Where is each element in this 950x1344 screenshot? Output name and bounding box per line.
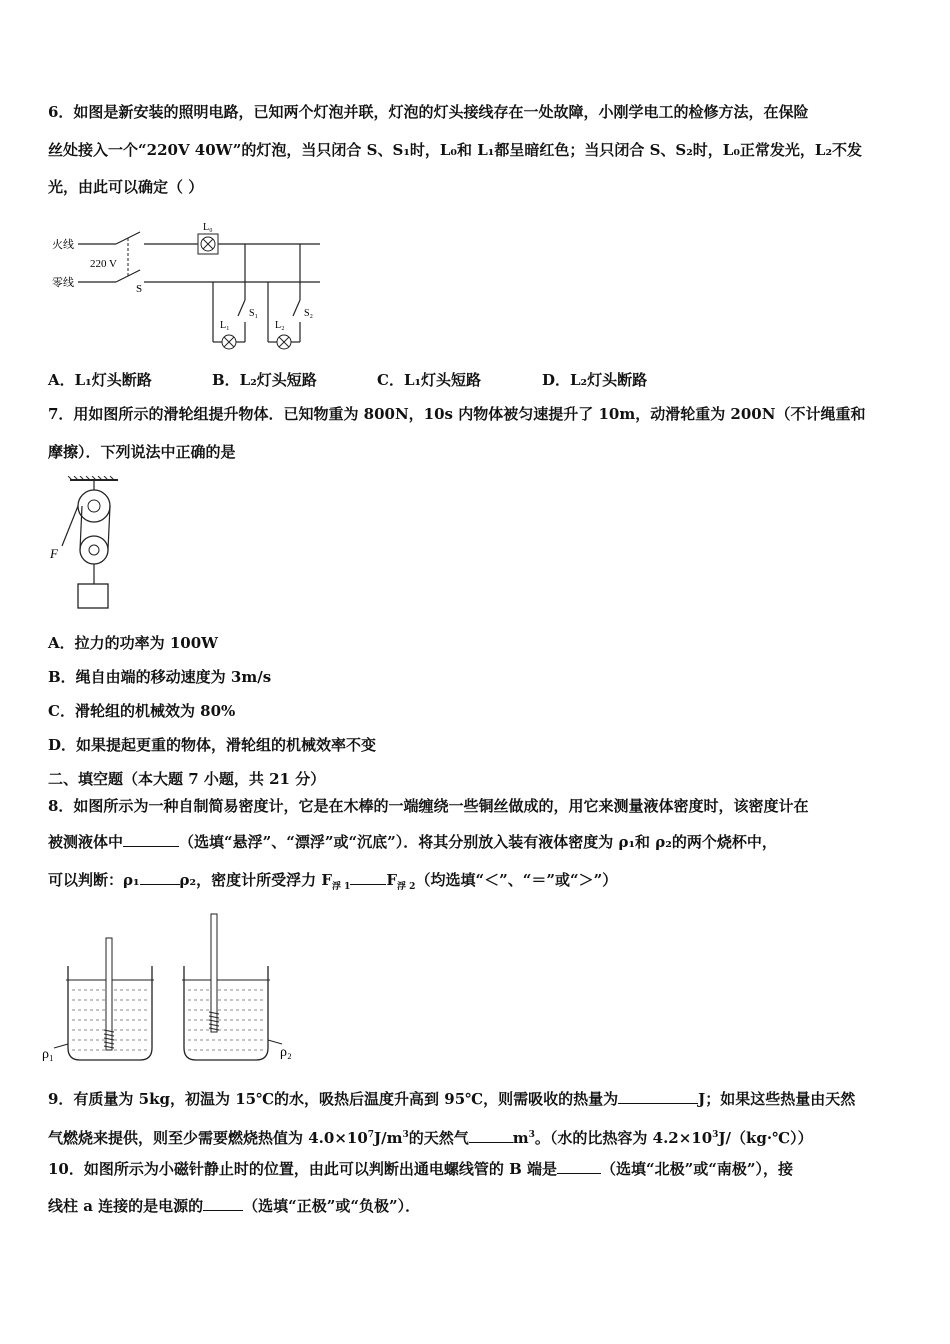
q8-blank-buoyancy[interactable] bbox=[350, 870, 386, 885]
q8-line3-force: ρ₂，密度计所受浮力 F bbox=[179, 871, 332, 889]
voltage-label: 220 V bbox=[90, 258, 117, 270]
q6-option-c[interactable]: C．L₁灯头短路 bbox=[377, 371, 482, 389]
q7-option-d[interactable]: D．如果提起更重的物体，滑轮组的机械效率不变 bbox=[48, 736, 377, 754]
q10-blank-terminal[interactable] bbox=[203, 1196, 243, 1211]
q8-float2-sub: 浮 2 bbox=[397, 882, 416, 892]
q6-option-d[interactable]: D．L₂灯头断路 bbox=[542, 371, 648, 389]
rho1-label: ρ₁ bbox=[42, 1047, 54, 1062]
q7-option-a[interactable]: A．拉力的功率为 100W bbox=[48, 634, 219, 652]
q10-line2-start: 线柱 a 连接的是电源的 bbox=[48, 1197, 204, 1215]
q6-option-a[interactable]: A．L₁灯头断路 bbox=[48, 371, 152, 389]
q10-blank-pole[interactable] bbox=[557, 1159, 601, 1174]
switch-s1-label: S₁ bbox=[249, 308, 259, 319]
q6-stem-line1: 6．如图是新安装的照明电路，已知两个灯泡并联，灯泡的灯头接线存在一处故障，小刚学电工的检修方法，在保险 bbox=[48, 103, 809, 121]
lamp-l1-label: L₁ bbox=[220, 320, 230, 331]
q6-stem-line3: 光，由此可以确定（ ） bbox=[48, 178, 204, 196]
q9-line2-d: m bbox=[512, 1129, 529, 1147]
q9-exp3: 3 bbox=[528, 1130, 535, 1140]
q8-float1-sub: 浮 1 bbox=[331, 882, 351, 892]
q8-stem-line1: 8．如图所示为一种自制简易密度计，它是在木棒的一端缠绕一些铜丝做成的，用它来测量液体密度时，该密度计在 bbox=[48, 797, 809, 815]
neutral-wire-label: 零线 bbox=[52, 277, 74, 289]
q10-stem-line1 bbox=[48, 1159, 793, 1179]
switch-s2-label: S₂ bbox=[304, 308, 314, 319]
q8-blank-state[interactable] bbox=[123, 832, 179, 847]
q7-option-c[interactable]: C．滑轮组的机械效为 80% bbox=[48, 702, 236, 720]
q9-line2-f: J/（kg·℃）） bbox=[718, 1129, 813, 1147]
q7-stem-line1: 7．用如图所示的滑轮组提升物体．已知物重为 800N，10s 内物体被匀速提升了 10m，动滑轮重为 200N（不计绳重和 bbox=[48, 405, 866, 423]
q10-line1-end: （选填“北极”或“南极”），接 bbox=[601, 1160, 794, 1178]
q7-option-b[interactable]: B．绳自由端的移动速度为 3m/s bbox=[48, 668, 272, 686]
q9-line1-end: J；如果这些热量由天然 bbox=[698, 1090, 856, 1108]
q8-line2-start: 被测液体中 bbox=[48, 833, 124, 851]
q10-stem-line2 bbox=[48, 1196, 420, 1216]
q9-exp4: 3 bbox=[712, 1130, 719, 1140]
q7-stem-line2: 摩擦）．下列说法中正确的是 bbox=[48, 443, 236, 461]
live-wire-label: 火线 bbox=[52, 239, 74, 251]
section-2-heading: 二、填空题（本大题 7 小题，共 21 分） bbox=[48, 770, 326, 788]
lamp-l2-label: L₂ bbox=[275, 320, 285, 331]
q8-beakers-figure bbox=[40, 908, 300, 1068]
q10-line1-start: 10．如图所示为小磁针静止时的位置，由此可以判断出通电螺线管的 B 端是 bbox=[48, 1160, 557, 1178]
q8-stem-line3 bbox=[48, 870, 617, 897]
q10-line2-end: （选填“正极”或“负极”）． bbox=[243, 1197, 421, 1215]
q9-exp1: 7 bbox=[367, 1130, 375, 1140]
q8-line3-f2: F bbox=[386, 871, 398, 889]
q9-line2-b: J/m bbox=[374, 1129, 403, 1147]
q7-pulley-figure bbox=[48, 476, 138, 616]
q6-option-b[interactable]: B．L₂灯头短路 bbox=[212, 371, 317, 389]
q9-line1-start: 9．有质量为 5kg，初温为 15℃的水，吸热后温度升高到 95℃，则需吸收的热量为 bbox=[48, 1090, 619, 1108]
q6-stem-line2: 丝处接入一个“220V 40W”的灯泡，当只闭合 S、S₁时，L₀和 L₁都呈暗红色；当只闭合 S、S₂时，L₀正常发光，L₂不发 bbox=[48, 141, 863, 159]
q9-line2-e: 。（水的比热容为 4.2×10 bbox=[534, 1129, 713, 1147]
q8-line3-rho1: 可以判断：ρ₁ bbox=[48, 871, 140, 889]
q8-line2-end: （选填“悬浮”、“漂浮”或“沉底”）．将其分别放入装有液体密度为 ρ₁和 ρ₂的两个烧杯中， bbox=[179, 833, 777, 851]
q9-line2-a: 气燃烧来提供，则至少需要燃烧热值为 4.0×10 bbox=[48, 1129, 368, 1147]
q9-stem-line1 bbox=[48, 1089, 855, 1109]
q9-stem-line2 bbox=[48, 1125, 813, 1148]
q9-blank-heat[interactable] bbox=[618, 1089, 698, 1104]
q8-blank-density[interactable] bbox=[140, 870, 180, 885]
q6-circuit-figure bbox=[48, 212, 338, 362]
q9-exp2: 3 bbox=[402, 1130, 409, 1140]
q9-line2-c: 的天然气 bbox=[408, 1129, 469, 1147]
rho2-label: ρ₂ bbox=[280, 1045, 292, 1060]
q8-line3-hint: （均选填“＜”、“＝”或“＞”） bbox=[415, 871, 618, 889]
q8-stem-line2 bbox=[48, 832, 777, 852]
force-f-label: F bbox=[50, 546, 58, 561]
lamp-l0-label: L₀ bbox=[203, 222, 213, 233]
switch-s-label: S bbox=[136, 283, 143, 295]
q9-blank-volume[interactable] bbox=[469, 1128, 513, 1143]
